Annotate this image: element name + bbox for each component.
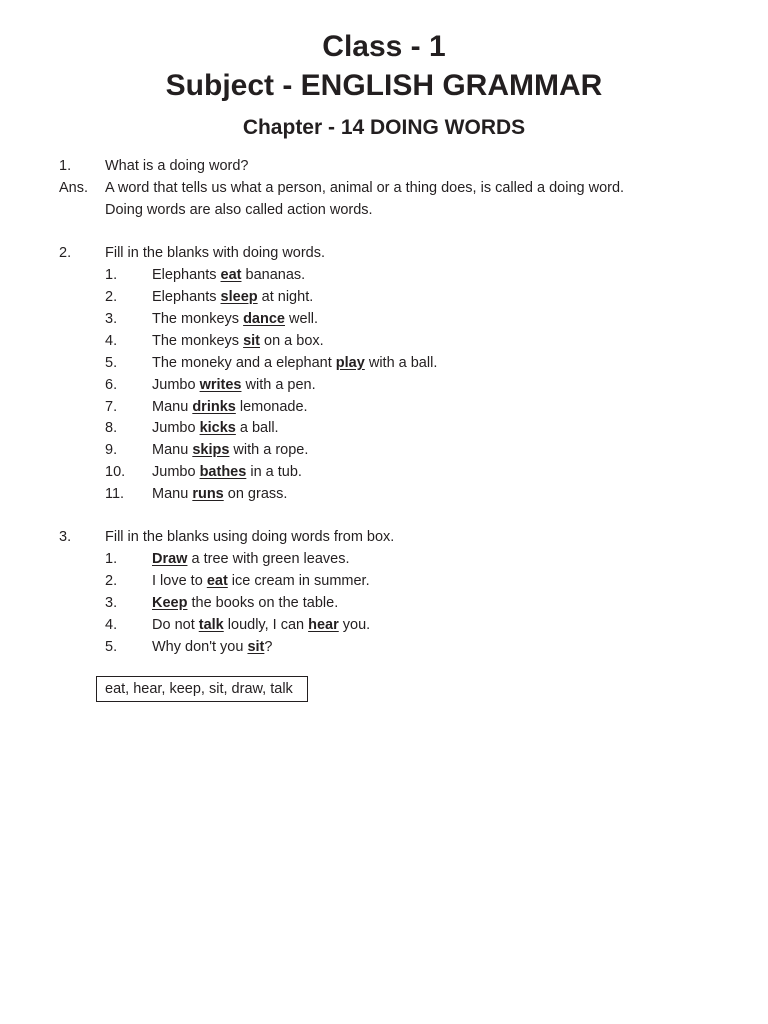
sentence: The monkeys dance well. <box>152 311 319 327</box>
item-number: 6. <box>105 377 118 393</box>
item-number: 7. <box>105 399 118 415</box>
item-number: 4. <box>105 333 118 349</box>
answer-word: kicks <box>199 420 236 436</box>
list-item <box>0 548 768 570</box>
answer-word: bathes <box>199 464 247 480</box>
list-item <box>0 330 768 352</box>
list-item <box>0 483 768 505</box>
item-number: 5. <box>105 639 118 655</box>
question-instruction: Fill in the blanks using doing words from box. <box>105 529 395 545</box>
item-number: 11. <box>105 486 125 502</box>
question-3 <box>0 526 768 548</box>
sentence: Elephants eat bananas. <box>152 267 306 283</box>
sentence: Why don't you sit? <box>152 639 273 655</box>
answer-1 <box>0 177 768 199</box>
sentence: Jumbo bathes in a tub. <box>152 464 302 480</box>
list-item <box>0 286 768 308</box>
list-item <box>0 636 768 658</box>
answer-text: Doing words are also called action words. <box>105 202 373 218</box>
class-title: Class - 1 <box>322 30 446 63</box>
sentence: Jumbo writes with a pen. <box>152 377 316 393</box>
item-number: 8. <box>105 420 118 436</box>
item-number: 4. <box>105 617 118 633</box>
answer-text: A word that tells us what a person, animal or a thing does, is called a doing word. <box>105 180 625 196</box>
question-number: 2. <box>59 245 72 261</box>
list-item <box>0 570 768 592</box>
list-item <box>0 417 768 439</box>
list-item <box>0 308 768 330</box>
answer-word: skips <box>192 442 230 458</box>
question-number: 1. <box>59 158 72 174</box>
answer-word: sit <box>247 639 265 655</box>
list-item <box>0 264 768 286</box>
answer-word: sit <box>243 333 260 349</box>
answer-word: sleep <box>220 289 258 305</box>
answer-word: drinks <box>192 399 236 415</box>
list-item <box>0 614 768 636</box>
sentence: Manu runs on grass. <box>152 486 288 502</box>
answer-word: Draw <box>152 551 188 567</box>
question-instruction: Fill in the blanks with doing words. <box>105 245 326 261</box>
question-1 <box>0 155 768 177</box>
chapter-title: Chapter - 14 DOING WORDS <box>242 116 526 139</box>
answer-word: writes <box>199 377 242 393</box>
answer-word: hear <box>308 617 339 633</box>
item-number: 5. <box>105 355 118 371</box>
answer-label: Ans. <box>59 180 89 196</box>
question-number: 3. <box>59 529 72 545</box>
sentence: Manu drinks lemonade. <box>152 399 308 415</box>
sentence: Keep the books on the table. <box>152 595 339 611</box>
answer-word: dance <box>243 311 285 327</box>
list-item <box>0 374 768 396</box>
sentence: Manu skips with a rope. <box>152 442 309 458</box>
question-text: What is a doing word? <box>105 158 249 174</box>
list-item <box>0 592 768 614</box>
item-number: 1. <box>105 267 118 283</box>
sentence: The moneky and a elephant play with a ball. <box>152 355 438 371</box>
item-number: 9. <box>105 442 118 458</box>
answer-word: eat <box>220 267 242 283</box>
item-number: 2. <box>105 289 118 305</box>
item-number: 10. <box>105 464 126 480</box>
word-box: eat, hear, keep, sit, draw, talk <box>96 676 308 702</box>
sentence: I love to eat ice cream in summer. <box>152 573 370 589</box>
answer-1-line-2 <box>0 199 768 221</box>
list-item <box>0 461 768 483</box>
answer-word: Keep <box>152 595 188 611</box>
item-number: 1. <box>105 551 118 567</box>
sentence: Elephants sleep at night. <box>152 289 314 305</box>
item-number: 3. <box>105 595 118 611</box>
answer-word: runs <box>192 486 224 502</box>
sentence: Draw a tree with green leaves. <box>152 551 350 567</box>
sentence: Jumbo kicks a ball. <box>152 420 279 436</box>
item-number: 2. <box>105 573 118 589</box>
answer-word: talk <box>198 617 224 633</box>
answer-word: eat <box>206 573 228 589</box>
subject-title: Subject - ENGLISH GRAMMAR <box>165 69 603 102</box>
list-item <box>0 396 768 418</box>
sentence: Do not talk loudly, I can hear you. <box>152 617 371 633</box>
list-item <box>0 352 768 374</box>
item-number: 3. <box>105 311 118 327</box>
sentence: The monkeys sit on a box. <box>152 333 324 349</box>
question-2 <box>0 242 768 264</box>
answer-word: play <box>335 355 365 371</box>
list-item <box>0 439 768 461</box>
